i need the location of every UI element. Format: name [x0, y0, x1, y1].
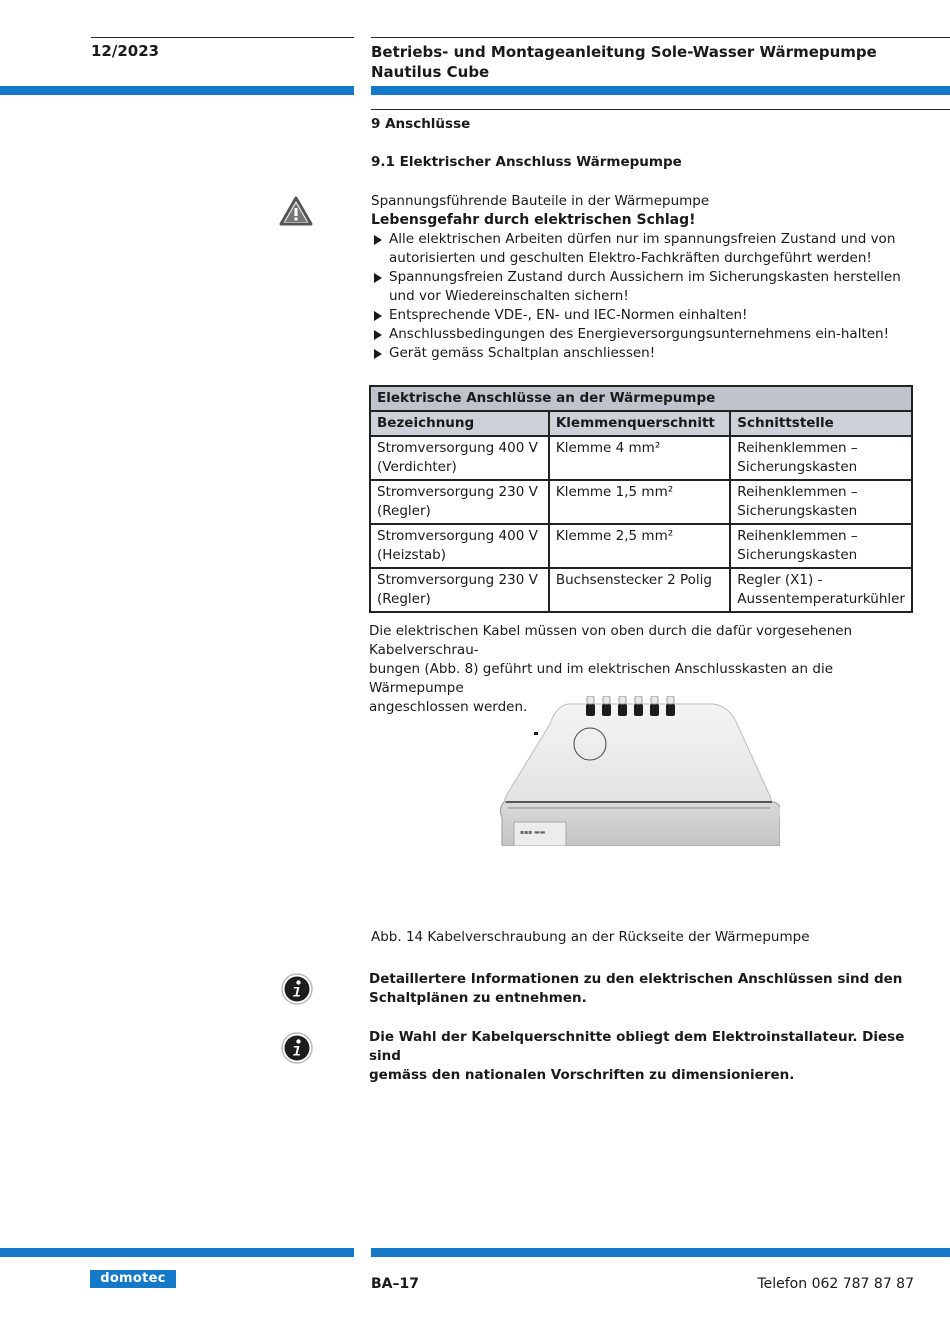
cell-line: Reihenklemmen – — [737, 528, 858, 544]
warning-bullet-list — [371, 230, 911, 363]
warning-bullet: Entsprechende VDE-, EN- und IEC-Normen einhalten! — [371, 306, 911, 325]
warning-bullet: Gerät gemäss Schaltplan anschliessen! — [371, 344, 911, 363]
cell-line: (Regler) — [377, 591, 431, 607]
warning-danger: Lebensgefahr durch elektrischen Schlag! — [371, 212, 696, 228]
domotec-logo: domotec — [90, 1270, 176, 1288]
cell-line: Sicherungskasten — [737, 459, 858, 475]
document-title — [371, 42, 877, 82]
cell-line: Aussentemperaturkühler — [737, 591, 905, 607]
figure-marker — [534, 732, 538, 735]
connections-table — [369, 385, 913, 613]
cell-line: (Regler) — [377, 503, 431, 519]
document-title-line2: Nautilus Cube — [371, 63, 490, 81]
paragraph-line: bungen (Abb. 8) geführt und im elektrischen Anschlusskasten an die Wärmepumpe — [369, 661, 834, 696]
cell-line: Stromversorgung 230 V — [377, 484, 538, 500]
table-cell — [370, 480, 549, 524]
heat-pump-photo — [498, 696, 780, 846]
header-rule-left — [91, 37, 354, 38]
info-note-line: gemäss den nationalen Vorschriften zu dimensionieren. — [369, 1067, 795, 1083]
column-header: Klemmenquerschnitt — [549, 411, 730, 436]
table-cell — [730, 524, 912, 568]
warning-bullet: Spannungsfreien Zustand durch Aussichern im Sicherungskasten herstellen und vor Wiedereinschalten sichern! — [371, 268, 911, 306]
paragraph-line: angeschlossen werden. — [369, 699, 528, 715]
table-cell — [370, 568, 549, 612]
document-title-line1: Betriebs- und Montageanleitung Sole-Wasser Wärmepumpe — [371, 43, 877, 61]
cell-line: (Heizstab) — [377, 547, 446, 563]
table-row — [370, 480, 912, 524]
figure-caption: Abb. 14 Kabelverschraubung an der Rückseite der Wärmepumpe — [371, 929, 810, 945]
section-heading: 9 Anschlüsse — [371, 116, 471, 132]
table-row — [370, 436, 912, 480]
table-cell: Klemme 4 mm² — [549, 436, 730, 480]
table-row — [370, 568, 912, 612]
footer-bar-right — [371, 1248, 950, 1257]
warning-subject: Spannungsführende Bauteile in der Wärmepumpe — [371, 193, 710, 209]
table-caption: Elektrische Anschlüsse an der Wärmepumpe — [370, 386, 912, 411]
info-note-line: Detaillertere Informationen zu den elektrischen Anschlüssen sind den — [369, 971, 903, 987]
table-cell — [730, 436, 912, 480]
footer-phone: Telefon 062 787 87 87 — [757, 1276, 914, 1292]
cell-line: (Verdichter) — [377, 459, 457, 475]
cell-line: Stromversorgung 230 V — [377, 572, 538, 588]
svg-text:▪▪▪ ▬▬: ▪▪▪ ▬▬ — [520, 829, 546, 836]
warning-bullet: Alle elektrischen Arbeiten dürfen nur im spannungsfreien Zustand und von autorisierten und geschulten Elektro-Fachkräften durchgeführt werden! — [371, 230, 911, 268]
warning-bullet: Anschlussbedingungen des Energieversorgungsunternehmens ein-halten! — [371, 325, 911, 344]
cell-line: Regler (X1) - — [737, 572, 823, 588]
page-number: BA–17 — [371, 1276, 419, 1292]
document-date: 12/2023 — [91, 42, 160, 60]
warning-triangle-icon — [279, 196, 313, 226]
footer-bar-left — [0, 1248, 354, 1257]
header-bar-right — [371, 86, 950, 95]
info-icon — [281, 1032, 313, 1064]
cell-line: Sicherungskasten — [737, 503, 858, 519]
table-row — [370, 524, 912, 568]
table-cell: Klemme 2,5 mm² — [549, 524, 730, 568]
table-cell: Klemme 1,5 mm² — [549, 480, 730, 524]
info-note — [369, 970, 909, 1008]
table-cell — [730, 480, 912, 524]
paragraph-line: Die elektrischen Kabel müssen von oben durch die dafür vorgesehenen Kabelverschrau- — [369, 623, 853, 658]
cell-line: Sicherungskasten — [737, 547, 858, 563]
subsection-heading: 9.1 Elektrischer Anschluss Wärmepumpe — [371, 154, 682, 170]
cell-line: Reihenklemmen – — [737, 484, 858, 500]
cell-line: Stromversorgung 400 V — [377, 528, 538, 544]
info-note-line: Schaltplänen zu entnehmen. — [369, 990, 587, 1006]
table-cell — [730, 568, 912, 612]
info-note — [369, 1028, 909, 1085]
header-bar-left — [0, 86, 354, 95]
table-cell — [370, 524, 549, 568]
info-note-line: Die Wahl der Kabelquerschnitte obliegt dem Elektroinstallateur. Diese sind — [369, 1029, 905, 1064]
cell-line: Stromversorgung 400 V — [377, 440, 538, 456]
column-header: Bezeichnung — [370, 411, 549, 436]
header-rule-bottom — [371, 109, 950, 110]
info-icon — [281, 973, 313, 1005]
table-cell: Buchsenstecker 2 Polig — [549, 568, 730, 612]
column-header: Schnittstelle — [730, 411, 912, 436]
header-rule-right — [371, 37, 950, 38]
table-cell — [370, 436, 549, 480]
cell-line: Reihenklemmen – — [737, 440, 858, 456]
